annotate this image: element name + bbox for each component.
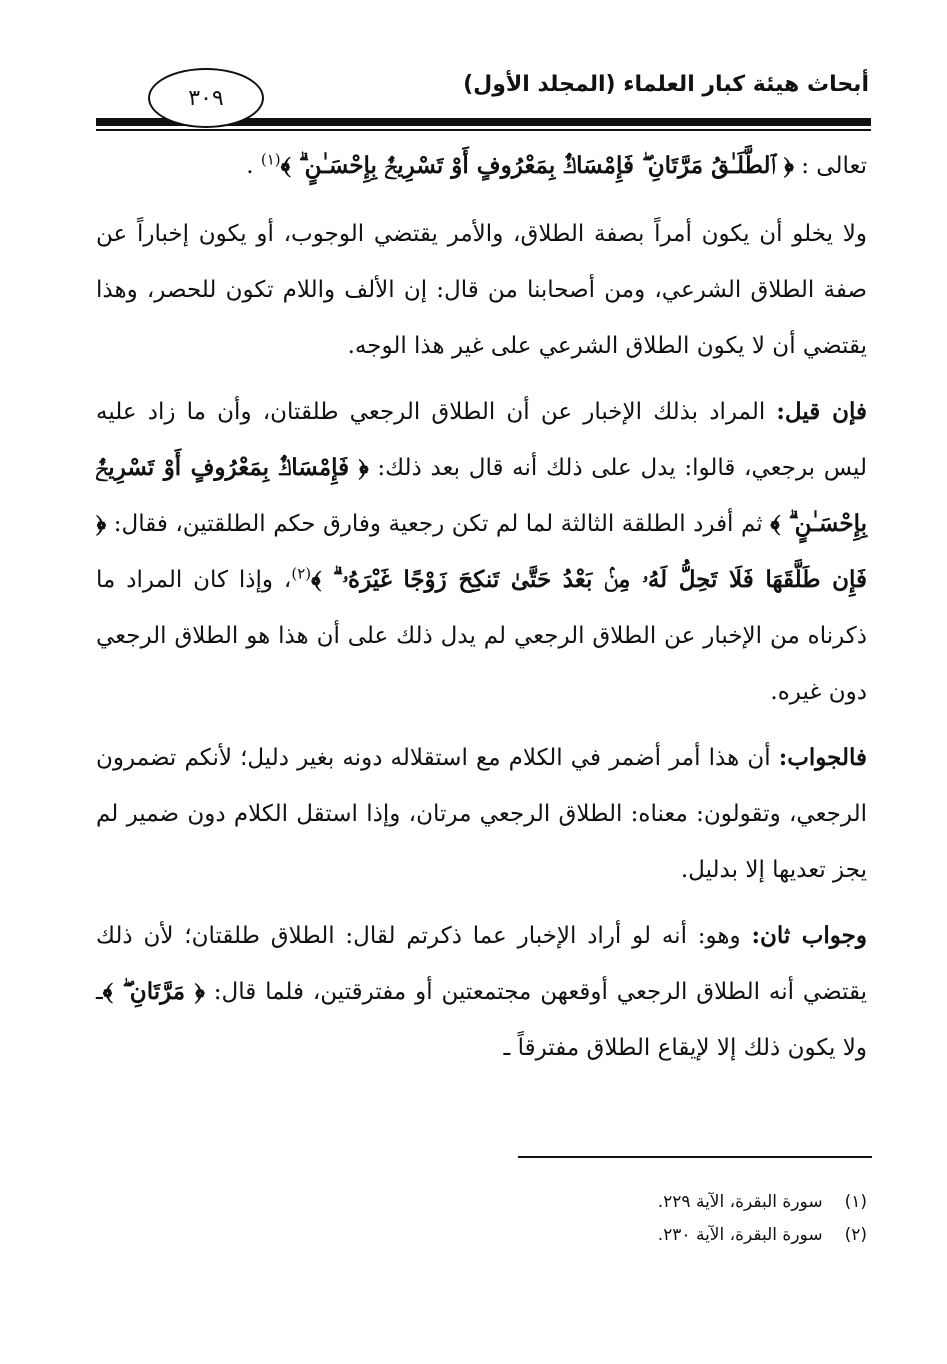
running-title: أبحاث هيئة كبار العلماء (المجلد الأول) [463,72,869,97]
footnote-1 [267,1186,867,1219]
body-text [96,138,867,1086]
quran-verse: ﴿ فَإِمْسَاكٌۢ بِمَعْرُوفٍ أَوْ تَسْرِيحٌۢ بِإِحْسَـٰنٍ ۗ ﴾ [96,454,868,537]
quran-verse: ﴿ ٱلطَّلَـٰقُ مَرَّتَانِ ۖ فَإِمْسَاكٌۢ بِمَعْرُوفٍ أَوْ تَسْرِيحٌۢ بِإِحْسَـٰنٍ ۗ ﴾ [280,152,794,179]
footnotes [267,1186,867,1252]
paragraph-text: وهو: أنه لو أراد الإخبار عما ذكرتم لقال: الطلاق طلقتان؛ لأن ذلك يقتضي أنه الطلاق الرجعي أوقعهن مجتمعتين أو مفترقتين، فلما قال: [96,923,868,1005]
paragraph-2: ولا يخلو أن يكون أمراً بصفة الطلاق، والأمر يقتضي الوجوب، أو يكون إخباراً عن صفة الطلاق الشرعي، ومن أصحابنا من قال: إن الألف واللام تكون للحصر، وهذا يقتضي أن لا يكون الطلاق الشرعي على غير هذا الوجه. [96,221,867,359]
footnote-separator [518,1156,872,1158]
footnote-2 [267,1219,867,1252]
footnote-text: سورة البقرة، الآية ٢٢٩. [657,1192,823,1212]
page-number: ٣٠٩ [148,68,264,128]
paragraph-3 [96,384,867,720]
footnote-ref-2: (٢) [291,564,312,583]
paragraph-text: أن هذا أمر أضمر في الكلام مع استقلاله دونه بغير دليل؛ لأنكم تضمرون الرجعي، وتقولون: معناه: الطلاق الرجعي مرتان، وإذا استقل الكلام دون ضمير لم يجز تعديها إلا بدليل. [96,745,867,883]
quran-verse: ﴿ مَرَّتَانِ ۖ ﴾ [102,978,205,1005]
paragraph-5 [96,908,867,1076]
header-rule-thin [96,129,871,131]
paragraph-1 [96,138,867,194]
footnote-number: (٢) [844,1225,867,1245]
footnote-text: سورة البقرة، الآية ٢٣٠. [657,1225,823,1245]
page-header [0,0,947,140]
second-answer-label: وجواب ثان: [751,922,868,949]
paragraph-text: المراد بذلك الإخبار عن أن الطلاق الرجعي طلقتان، وأن ما زاد عليه ليس برجعي، قالوا: يدل على ذلك أنه قال بعد ذلك: [96,399,867,481]
quran-verse: ﴿ فَإِن طَلَّقَهَا فَلَا تَحِلُّ لَهُۥ مِنۢ بَعْدُ حَتَّىٰ تَنكِحَ زَوْجًا غَيْرَهُۥ ۗ ﴾ [96,510,867,593]
answer-label: فالجواب: [778,744,868,771]
paragraph-lead: تعالى : [801,153,867,179]
paragraph-text: ـ ولا يكون ذلك إلا لإيقاع الطلاق مفترقاً ـ [96,979,867,1061]
paragraph-text: ، وإذا كان المراد ما ذكرناه من الإخبار عن الطلاق الرجعي لم يدل ذلك على أن هذا هو الطلاق الرجعي دون غيره. [96,567,867,705]
paragraph-text: ثم أفرد الطلقة الثالثة لما لم تكن رجعية وفارق حكم الطلقتين، فقال: [113,511,763,537]
footnote-number: (١) [844,1192,867,1212]
objection-label: فإن قيل: [776,398,868,425]
paragraph-4 [96,730,867,898]
paragraph-tail: . [246,153,254,179]
footnote-ref-1: (١) [260,150,281,169]
